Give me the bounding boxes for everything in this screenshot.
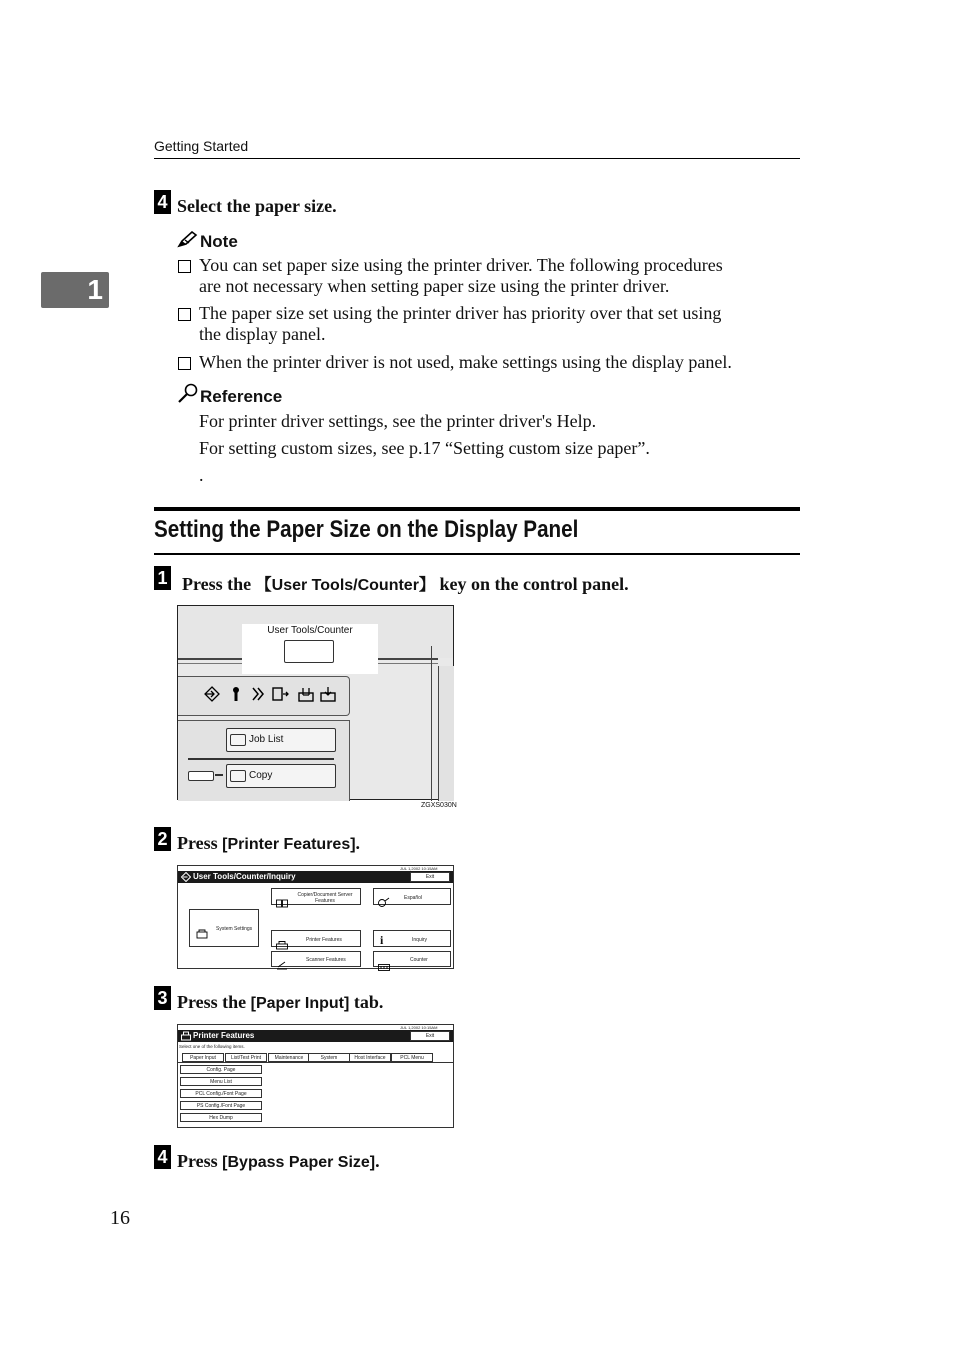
list-item-menu-list[interactable]: Menu List — [180, 1077, 262, 1086]
step-text: Select the paper size. — [177, 196, 337, 216]
checkbox-icon — [178, 260, 191, 273]
energy-icon — [250, 686, 266, 706]
note-item-1-line-2: are not necessary when setting paper size using the printer driver. — [199, 276, 670, 296]
tab-system[interactable]: System — [308, 1053, 350, 1062]
printer-features-button[interactable] — [271, 930, 361, 947]
note-label: Note — [200, 232, 238, 251]
wrench-icon — [230, 686, 242, 706]
step-text: Press [Bypass Paper Size]. — [177, 1151, 380, 1171]
job-list-key[interactable] — [226, 728, 336, 752]
login-icon — [204, 686, 220, 706]
note-item-1-line-1: You can set paper size using the printer driver. The following procedures — [199, 255, 723, 275]
step-number: 2 — [154, 827, 171, 851]
reference-line-3: . — [199, 465, 204, 485]
magnifier-icon — [177, 383, 199, 403]
note-item-2-line-1: The paper size set using the printer driver has priority over that set using — [199, 303, 722, 323]
printer-features-screen — [177, 1024, 454, 1128]
step-number: 4 — [154, 1145, 171, 1169]
note-item-3: When the printer driver is not used, make settings using the display panel. — [199, 352, 732, 372]
tab-list-test-print[interactable]: List/Test Print — [225, 1053, 267, 1062]
tab-host-interface[interactable]: Host Interface — [349, 1053, 391, 1062]
copier-icon — [276, 893, 288, 912]
key-name: [Printer Features] — [222, 836, 356, 853]
system-settings-label: System Settings — [216, 926, 253, 932]
user-tools-label: User Tools/Counter — [267, 625, 353, 636]
exit-button[interactable]: Exit — [410, 1031, 450, 1041]
system-settings-icon — [196, 924, 208, 943]
tray-alt-icon — [320, 686, 336, 706]
list-item-ps-config[interactable]: PS Config./Font Page — [180, 1101, 262, 1110]
tray-icon — [298, 686, 314, 706]
running-header: Getting Started — [154, 138, 249, 154]
section-title: Setting the Paper Size on the Display Panel — [154, 516, 579, 543]
list-item-config-page[interactable]: Config. Page — [180, 1065, 262, 1074]
list-item-pcl-config[interactable]: PCL Config./Font Page — [180, 1089, 262, 1098]
reference-line-2: For setting custom sizes, see p.17 “Setting custom size paper”. — [199, 438, 650, 458]
key-name: [Paper Input] — [250, 995, 350, 1012]
exit-button[interactable]: Exit — [410, 872, 450, 882]
key-name: [Bypass Paper Size] — [222, 1154, 376, 1171]
inquiry-button[interactable] — [373, 930, 451, 947]
user-tools-counter-key[interactable] — [284, 640, 334, 663]
user-tools-screen — [177, 865, 454, 969]
copier-features-button[interactable] — [271, 888, 361, 905]
control-panel-figure — [177, 605, 454, 800]
figure-code: ZGXS030N — [421, 802, 457, 809]
page-number: 16 — [110, 1207, 130, 1229]
scanner-features-button[interactable] — [271, 951, 361, 967]
section-rule-top — [154, 507, 800, 511]
reference-label: Reference — [200, 387, 283, 406]
tab-paper-input[interactable]: Paper Input — [182, 1053, 224, 1062]
step-number: 3 — [154, 986, 171, 1010]
note-item-2-line-2: the display panel. — [199, 324, 326, 344]
copy-key[interactable] — [226, 764, 336, 788]
info-icon: i — [380, 933, 384, 947]
counter-label: Counter — [410, 957, 428, 963]
list-item-hex-dump[interactable]: Hex Dump — [180, 1113, 262, 1122]
step-number: 4 — [154, 190, 171, 214]
counter-icon — [378, 956, 390, 975]
interrupt-icon — [272, 686, 290, 706]
header-rule — [154, 158, 800, 159]
printer-icon — [181, 1031, 191, 1043]
step-number: 1 — [154, 566, 171, 590]
job-list-label: Job List — [249, 734, 284, 745]
key-name: 【User Tools/Counter】 — [255, 577, 435, 594]
screen-title: Printer Features — [193, 1031, 255, 1040]
status-datetime: JUL 1,2002 10:15AM — [400, 866, 438, 871]
system-settings-button[interactable] — [189, 909, 259, 947]
copier-features-label: Copier/Document Server Features — [297, 892, 353, 904]
language-label: Español — [404, 895, 423, 901]
step-text: Press the [Paper Input] tab. — [177, 992, 384, 1012]
user-tools-icon — [181, 872, 191, 884]
printer-features-label: Printer Features — [306, 937, 342, 943]
language-icon — [378, 892, 390, 911]
checkbox-icon — [178, 357, 191, 370]
tab-maintenance[interactable]: Maintenance — [268, 1053, 310, 1062]
step-text: Press [Printer Features]. — [177, 833, 361, 853]
reference-line-1: For printer driver settings, see the printer driver's Help. — [199, 411, 597, 431]
indicator-lamp — [188, 771, 214, 781]
language-button[interactable] — [373, 888, 451, 905]
instruction-text: Select one of the following items. — [179, 1044, 245, 1049]
tab-pcl-menu[interactable]: PCL Menu — [391, 1053, 433, 1062]
checkbox-icon — [178, 308, 191, 321]
step-text: Press the 【User Tools/Counter】 key on the control panel. — [182, 574, 629, 594]
counter-button[interactable] — [373, 951, 451, 967]
scanner-icon — [276, 955, 288, 974]
scanner-features-label: Scanner Features — [306, 957, 346, 963]
screen-title: User Tools/Counter/Inquiry — [193, 872, 296, 881]
copy-label: Copy — [249, 770, 273, 781]
pencil-icon — [177, 231, 199, 249]
inquiry-label: Inquiry — [412, 937, 428, 943]
chapter-tab: 1 — [41, 272, 109, 308]
section-rule-bottom — [154, 553, 800, 555]
status-datetime: JUL 1,2002 10:15AM — [400, 1025, 438, 1030]
